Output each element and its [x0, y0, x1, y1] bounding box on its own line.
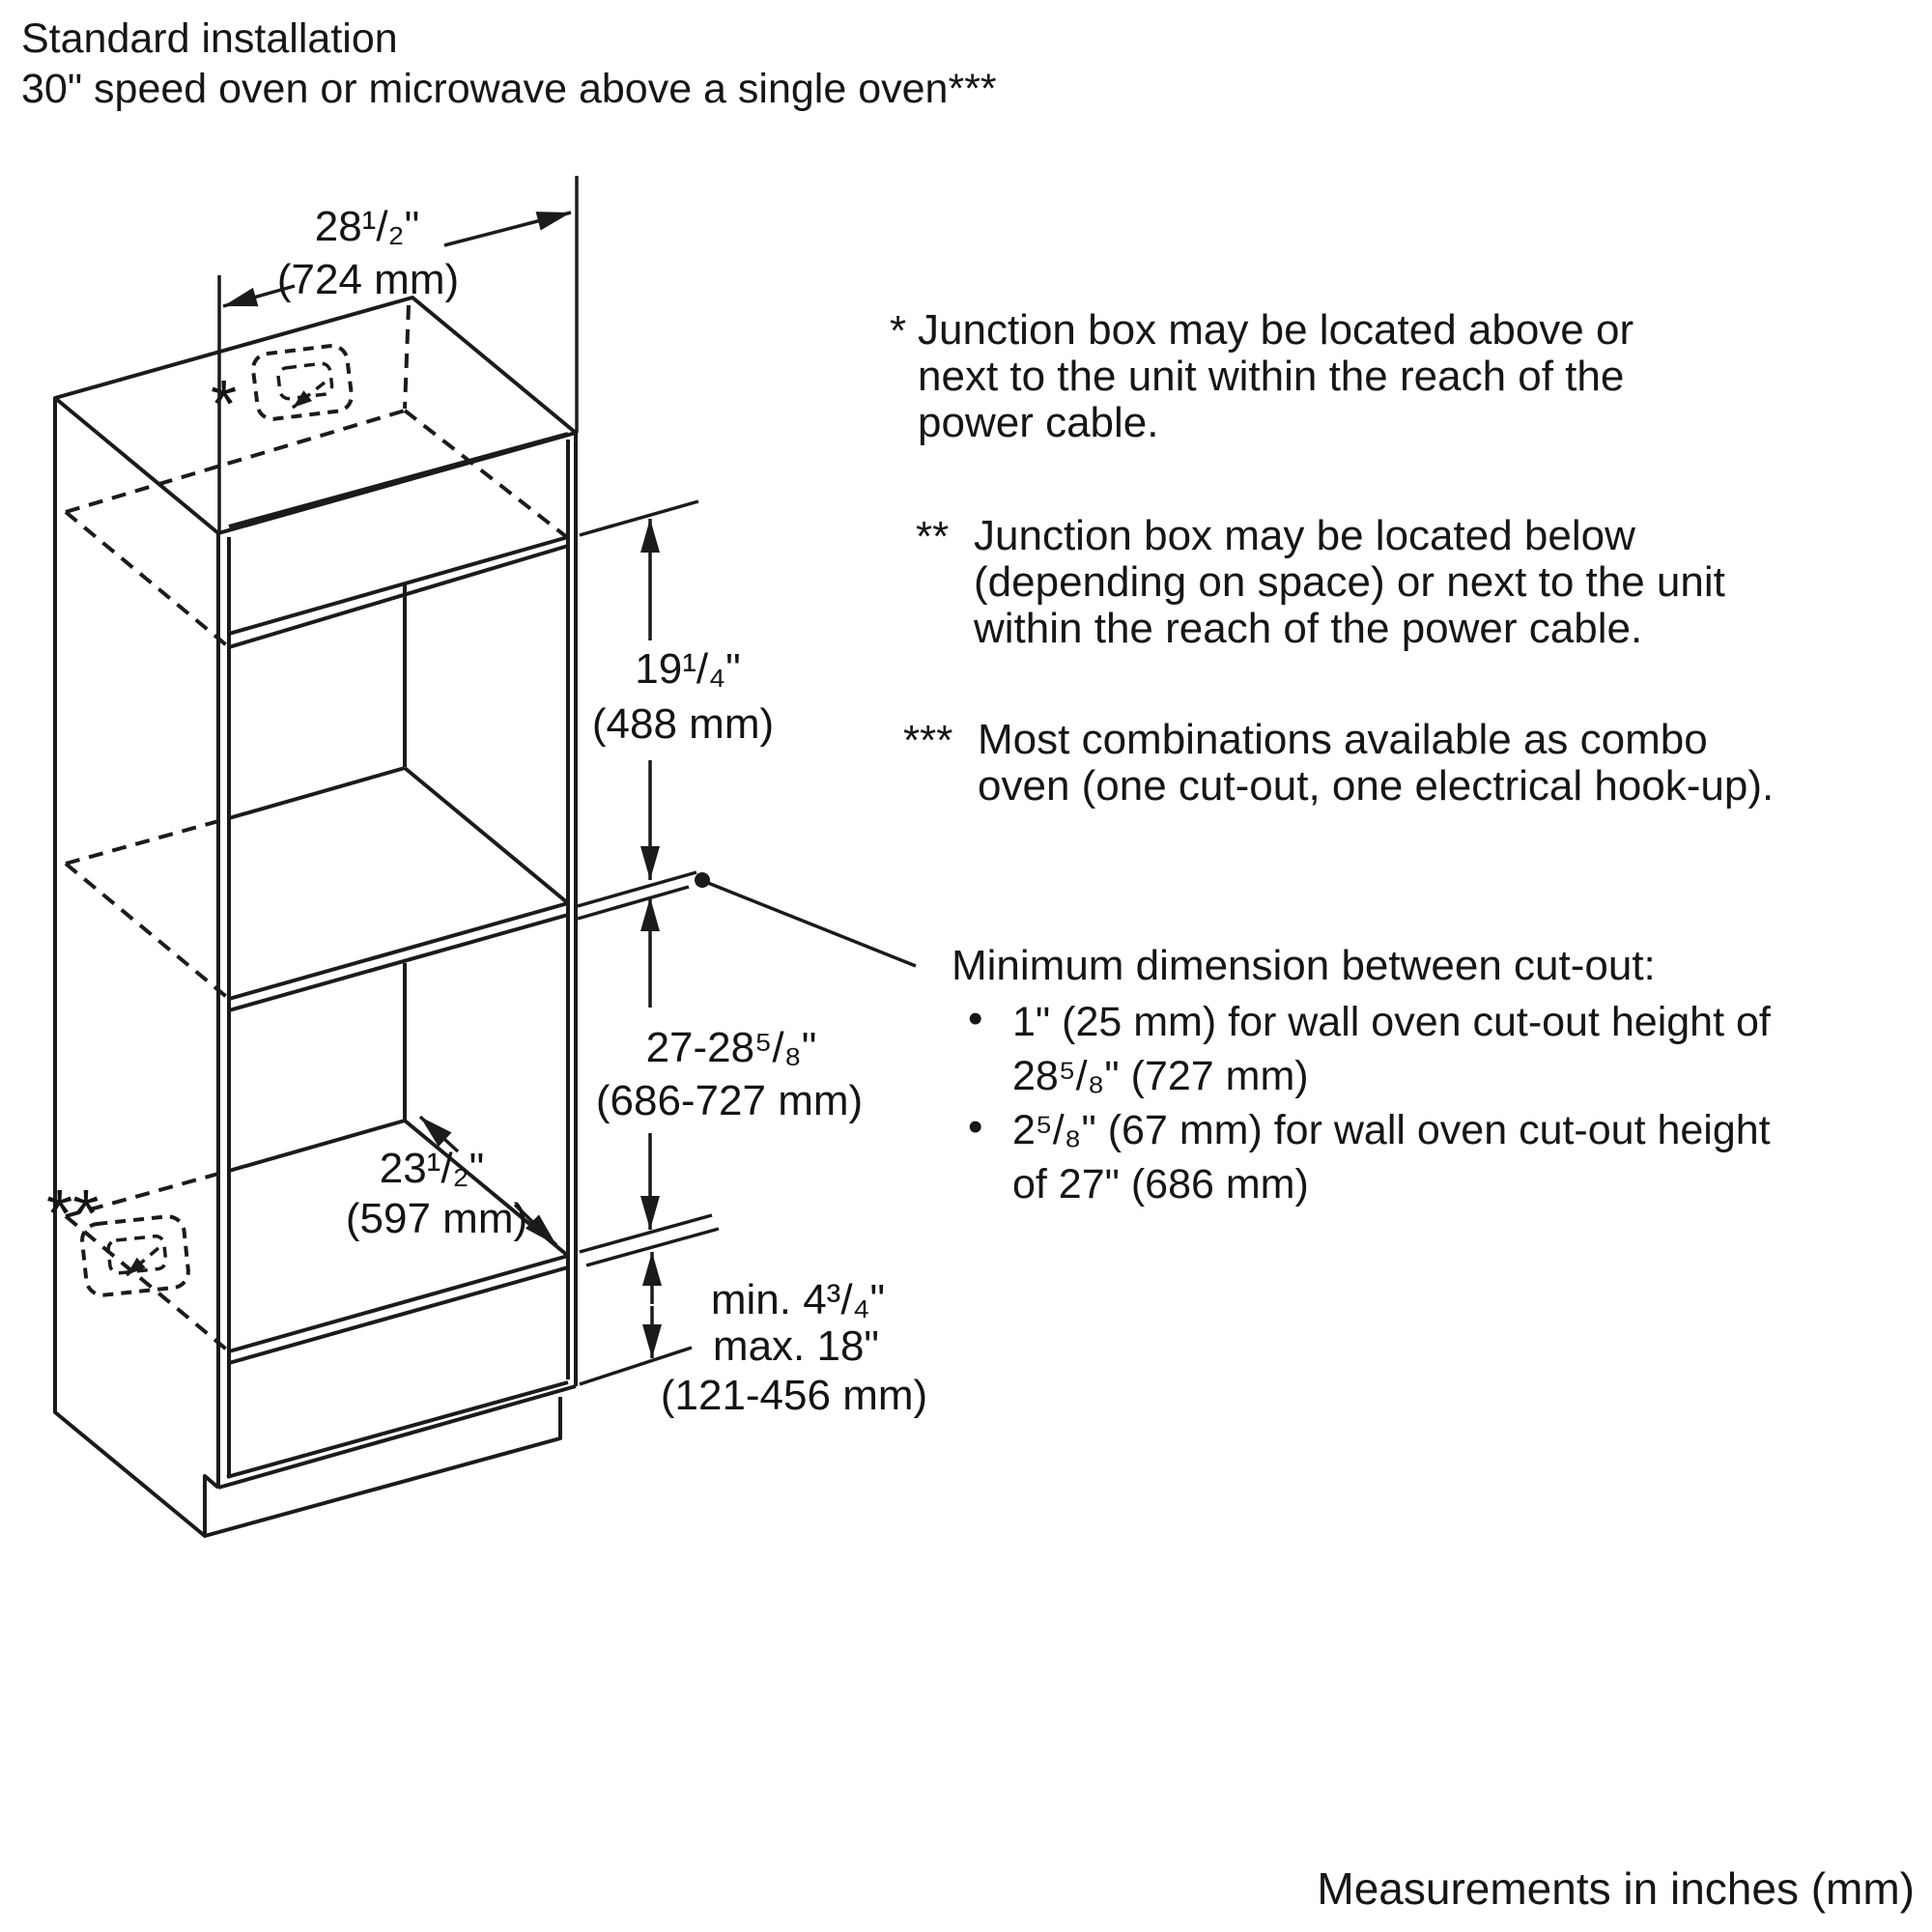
bullet-line: of 27" (686 mm)	[1012, 1161, 1309, 1208]
bullet-line: 28⁵/₈" (727 mm)	[1012, 1053, 1309, 1099]
dim-bottom-max: max. 18"	[712, 1322, 880, 1370]
dim-width-arrow-right	[444, 213, 571, 245]
min-dimension-heading: Minimum dimension between cut-out:	[952, 942, 1656, 989]
dim-depth-in: 23¹/₂"	[379, 1145, 485, 1192]
note-line: next to the unit within the reach of the	[918, 353, 1625, 400]
note-line: Junction box may be located above or	[918, 306, 1634, 354]
note-line: oven (one cut-out, one electrical hook-up).	[978, 762, 1775, 810]
junction-box-top	[211, 344, 354, 441]
min-dimension-bullet-2	[1012, 1103, 1771, 1211]
dim-depth	[346, 1117, 556, 1245]
leader-dot	[695, 872, 710, 888]
junction-box-top-outline	[251, 344, 354, 420]
footnote-2	[974, 513, 1725, 652]
dim-upper-cutout	[580, 501, 774, 880]
bullet-icon: •	[968, 995, 983, 1042]
note-line: Most combinations available as combo	[978, 716, 1708, 763]
dim-depth-mm: (597 mm)	[345, 1195, 528, 1242]
bullet-line: 1" (25 mm) for wall oven cut-out height of	[1012, 999, 1771, 1045]
dim-upper-in: 19¹/₄"	[635, 645, 741, 693]
leader-line	[708, 883, 916, 966]
cabinet-outline	[55, 298, 576, 1536]
dim-width-mm: (724 mm)	[276, 256, 460, 303]
dim-lower-mm: (686-727 mm)	[595, 1077, 864, 1124]
footnote-1	[918, 307, 1634, 446]
dim-bottom-mm: (121-456 mm)	[660, 1372, 928, 1419]
junction-box-top-inner	[277, 362, 332, 399]
junction-box-top-marker: *	[211, 366, 238, 441]
units-note: Measurements in inches (mm)	[1317, 1863, 1915, 1914]
bullet-line: 2⁵/₈" (67 mm) for wall oven cut-out height	[1012, 1107, 1771, 1153]
note-line: within the reach of the power cable.	[974, 605, 1643, 652]
footnote-2-marker: **	[916, 513, 950, 560]
dim-lower-cutout	[580, 897, 863, 1265]
title-line-1: Standard installation	[21, 15, 398, 62]
title-line-2: 30" speed oven or microwave above a single oven***	[21, 66, 997, 112]
min-dimension-bullet-1	[1012, 995, 1771, 1103]
junction-box-bottom-marker: **	[46, 1176, 99, 1251]
junction-box-bottom	[46, 1176, 190, 1296]
dim-lower-in: 27-28⁵/₈"	[645, 1024, 817, 1071]
bullet-icon: •	[968, 1103, 983, 1151]
dim-upper-tick-top	[580, 501, 698, 535]
dim-bottom-clearance	[580, 1252, 927, 1419]
dim-width-in: 28¹/₂"	[314, 203, 420, 250]
note-line: (depending on space) or next to the unit	[974, 558, 1725, 606]
footnote-3	[978, 717, 1774, 810]
note-line: Junction box may be located below	[974, 512, 1635, 559]
footnote-3-marker: ***	[903, 717, 953, 764]
junction-box-bottom-inner	[107, 1236, 166, 1274]
dim-bottom-min: min. 4³/₄"	[710, 1276, 886, 1323]
divider-leader	[578, 872, 916, 966]
footnote-1-marker: *	[890, 307, 907, 355]
note-line: power cable.	[918, 399, 1159, 446]
dim-upper-mm: (488 mm)	[591, 700, 775, 748]
dim-lower-tick-1	[580, 1215, 712, 1252]
